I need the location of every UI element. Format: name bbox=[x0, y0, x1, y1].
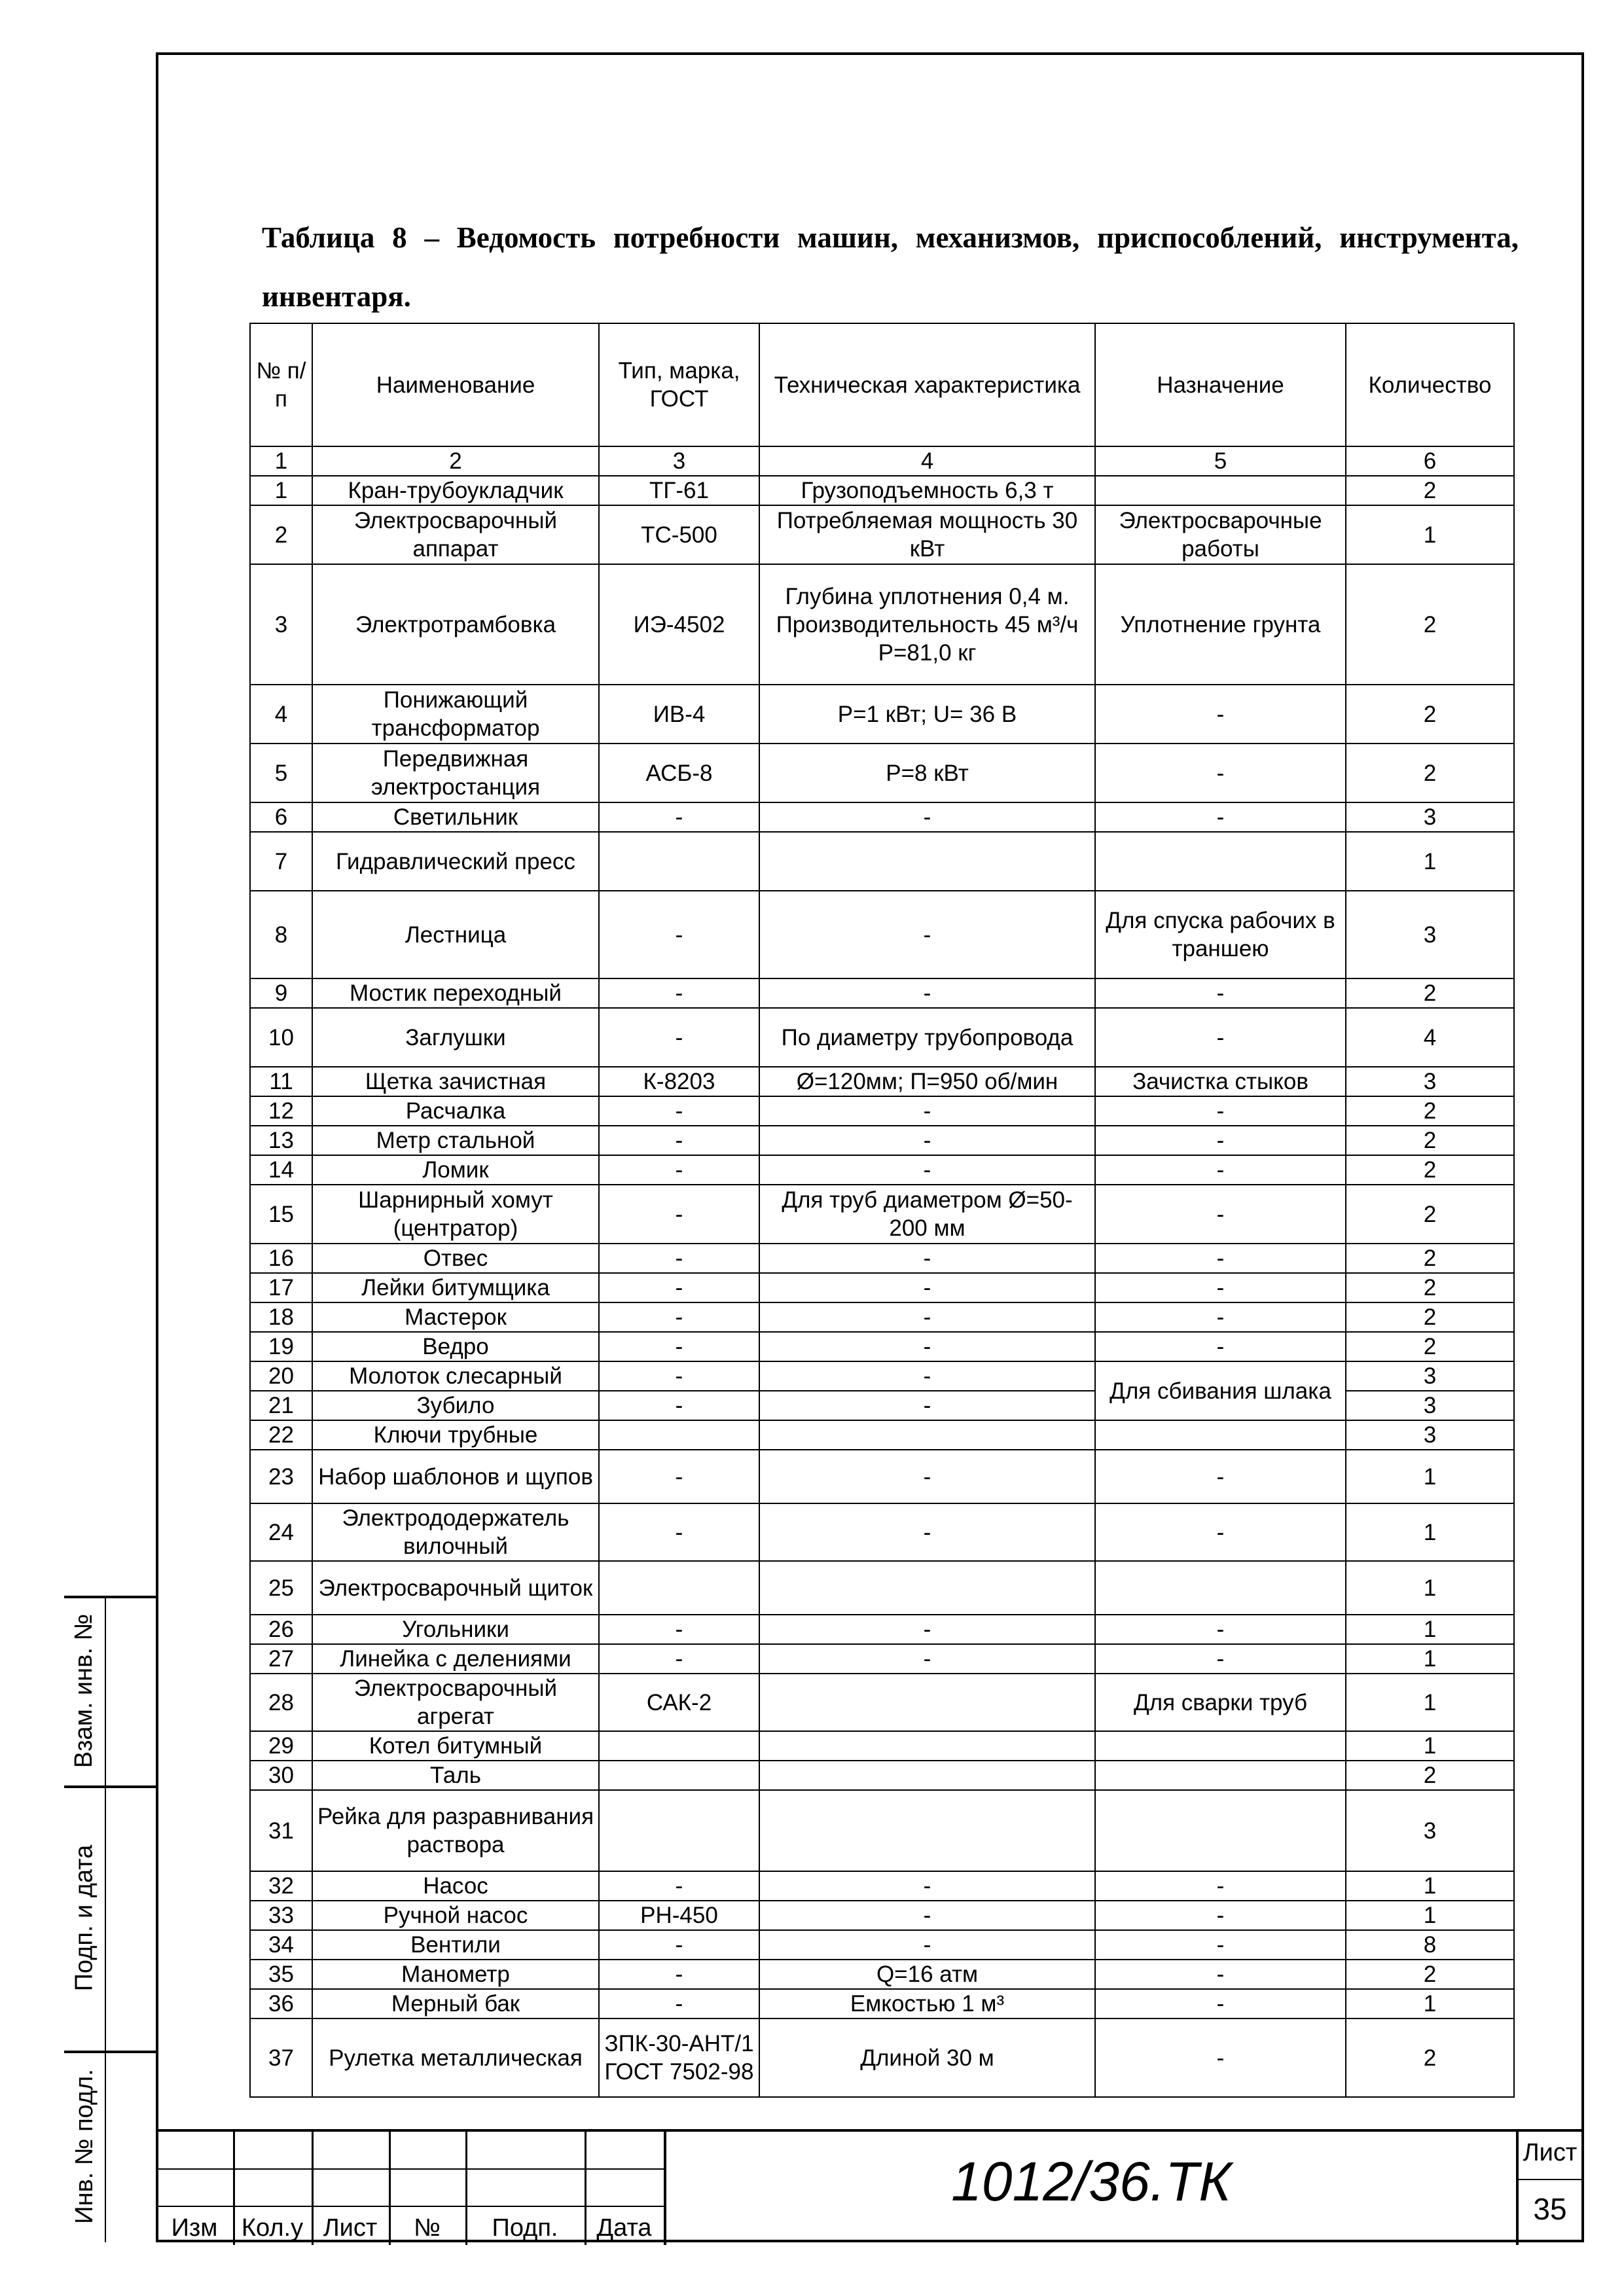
table-cell: 1 bbox=[1346, 505, 1514, 564]
table-cell: Мерный бак bbox=[312, 1989, 599, 2018]
table-cell: 3 bbox=[1346, 802, 1514, 832]
table-cell: - bbox=[759, 1361, 1095, 1391]
table-cell bbox=[759, 1561, 1095, 1615]
table-cell: 13 bbox=[250, 1126, 312, 1155]
table-row bbox=[250, 1008, 1514, 1067]
table-row bbox=[250, 1332, 1514, 1361]
table-cell: - bbox=[599, 1096, 759, 1126]
table-cell: Набор шаблонов и щупов bbox=[312, 1450, 599, 1503]
table-cell: По диаметру трубопровода bbox=[759, 1008, 1095, 1067]
table-row bbox=[250, 564, 1514, 685]
index-cell: 1 bbox=[250, 446, 312, 476]
table-cell: ИВ-4 bbox=[599, 685, 759, 744]
table-cell: - bbox=[1095, 1244, 1346, 1273]
table-cell: 2 bbox=[1346, 744, 1514, 802]
table-cell: Электрододержатель вилочный bbox=[312, 1503, 599, 1561]
table-cell bbox=[759, 1420, 1095, 1450]
table-cell: 20 bbox=[250, 1361, 312, 1391]
table-cell: Электросварочный аппарат bbox=[312, 505, 599, 564]
table-cell bbox=[759, 832, 1095, 891]
table-row bbox=[250, 1503, 1514, 1561]
table-cell: - bbox=[1095, 1450, 1346, 1503]
table-cell: Для сбивания шлака bbox=[1095, 1361, 1346, 1420]
table-cell bbox=[599, 1561, 759, 1615]
table-cell: 2 bbox=[250, 505, 312, 564]
table-cell: - bbox=[599, 1450, 759, 1503]
table-cell: 2 bbox=[1346, 1761, 1514, 1790]
table-cell: 1 bbox=[1346, 832, 1514, 891]
index-cell: 6 bbox=[1346, 446, 1514, 476]
table-cell bbox=[599, 1761, 759, 1790]
table-cell: - bbox=[599, 1361, 759, 1391]
table-row bbox=[250, 1871, 1514, 1901]
table-cell: - bbox=[1095, 1008, 1346, 1067]
table-cell: 21 bbox=[250, 1391, 312, 1420]
stamp-line bbox=[156, 2168, 664, 2170]
table-cell: P=1 кВт; U= 36 В bbox=[759, 685, 1095, 744]
table-cell: - bbox=[599, 891, 759, 978]
table-container bbox=[249, 323, 1513, 2085]
stamp-col-label: Подп. bbox=[492, 2214, 558, 2242]
table-cell bbox=[1095, 1420, 1346, 1450]
table-cell: Линейка с делениями bbox=[312, 1644, 599, 1674]
side-stamp bbox=[64, 1596, 156, 2242]
table-cell: Метр стальной bbox=[312, 1126, 599, 1155]
table-cell: 4 bbox=[250, 685, 312, 744]
table-cell: 35 bbox=[250, 1960, 312, 1989]
table-cell: Q=16 атм bbox=[759, 1960, 1095, 1989]
table-cell bbox=[1095, 1761, 1346, 1790]
table-cell: 11 bbox=[250, 1067, 312, 1096]
table-cell: 7 bbox=[250, 832, 312, 891]
table-cell: 27 bbox=[250, 1644, 312, 1674]
header-cell: Количество bbox=[1346, 323, 1514, 446]
table-cell: 5 bbox=[250, 744, 312, 802]
table-cell: Насос bbox=[312, 1871, 599, 1901]
table-cell: Электросварочные работы bbox=[1095, 505, 1346, 564]
table-cell: - bbox=[1095, 978, 1346, 1008]
table-cell: Ведро bbox=[312, 1332, 599, 1361]
table-cell: Лейки битумщика bbox=[312, 1273, 599, 1302]
table-cell: Потребляемая мощность 30 кВт bbox=[759, 505, 1095, 564]
table-cell: - bbox=[759, 1155, 1095, 1185]
stamp-col-label: Дата bbox=[596, 2214, 652, 2242]
table-cell: - bbox=[599, 1930, 759, 1960]
table-cell bbox=[759, 1731, 1095, 1761]
sheet-label: Лист bbox=[1523, 2139, 1578, 2166]
table-cell: - bbox=[599, 1391, 759, 1420]
table-cell: 2 bbox=[1346, 1332, 1514, 1361]
table-cell: Гидравлический пресс bbox=[312, 832, 599, 891]
table-row bbox=[250, 1420, 1514, 1450]
table-cell: - bbox=[759, 1503, 1095, 1561]
table-cell: Кран-трубоукладчик bbox=[312, 476, 599, 505]
table-cell: - bbox=[599, 1871, 759, 1901]
table-cell: 18 bbox=[250, 1302, 312, 1332]
table-cell: Зачистка стыков bbox=[1095, 1067, 1346, 1096]
table-cell: - bbox=[599, 1302, 759, 1332]
table-cell: Ручной насос bbox=[312, 1901, 599, 1930]
table-cell: Котел битумный bbox=[312, 1731, 599, 1761]
table-cell: - bbox=[599, 1126, 759, 1155]
table-cell: 8 bbox=[1346, 1930, 1514, 1960]
table-cell: 2 bbox=[1346, 476, 1514, 505]
table-cell: Зубило bbox=[312, 1391, 599, 1420]
table-cell: Ломик bbox=[312, 1155, 599, 1185]
table-cell: Светильник bbox=[312, 802, 599, 832]
table-cell: 12 bbox=[250, 1096, 312, 1126]
table-cell: - bbox=[599, 1503, 759, 1561]
table-cell: 2 bbox=[1346, 1096, 1514, 1126]
table-cell: Грузоподъемность 6,3 т bbox=[759, 476, 1095, 505]
table-cell: 25 bbox=[250, 1561, 312, 1615]
table-cell: Глубина уплотнения 0,4 м. Производительность 45 м³/ч P=81,0 кг bbox=[759, 564, 1095, 685]
table-cell: - bbox=[759, 1901, 1095, 1930]
table-cell: - bbox=[759, 1871, 1095, 1901]
table-cell: 1 bbox=[1346, 1901, 1514, 1930]
table-cell: Для труб диаметром Ø=50-200 мм bbox=[759, 1185, 1095, 1244]
table-cell: - bbox=[599, 1615, 759, 1644]
table-cell: - bbox=[599, 1989, 759, 2018]
table-cell: - bbox=[1095, 1155, 1346, 1185]
table-cell: - bbox=[759, 802, 1095, 832]
document-code: 1012/36.ТК bbox=[951, 2151, 1231, 2212]
table-cell: К-8203 bbox=[599, 1067, 759, 1096]
table-cell: - bbox=[1095, 802, 1346, 832]
table-cell: - bbox=[1095, 744, 1346, 802]
table-cell: - bbox=[1095, 1126, 1346, 1155]
stamp-col-label: Изм bbox=[171, 2214, 218, 2242]
table-row bbox=[250, 891, 1514, 978]
table-row bbox=[250, 685, 1514, 744]
table-cell: 1 bbox=[1346, 1871, 1514, 1901]
table-cell: - bbox=[599, 1008, 759, 1067]
table-caption: Таблица 8 – Ведомость потребности машин, механизмов, приспособлений, инструмента, инвентаря. bbox=[262, 221, 1519, 313]
table-cell: Угольники bbox=[312, 1615, 599, 1644]
table-cell: 2 bbox=[1346, 1155, 1514, 1185]
table-cell: Электросварочный агрегат bbox=[312, 1674, 599, 1731]
table-cell: 22 bbox=[250, 1420, 312, 1450]
table-cell: ТС-500 bbox=[599, 505, 759, 564]
table-cell: - bbox=[1095, 1871, 1346, 1901]
table-cell: - bbox=[759, 1450, 1095, 1503]
table-cell: 14 bbox=[250, 1155, 312, 1185]
stamp-col-label: Лист bbox=[323, 2214, 378, 2242]
side-label: Инв. № подл. bbox=[70, 2069, 98, 2224]
table-cell: 17 bbox=[250, 1273, 312, 1302]
table-cell: 1 bbox=[1346, 1615, 1514, 1644]
table-cell bbox=[1095, 476, 1346, 505]
table-cell: Ключи трубные bbox=[312, 1420, 599, 1450]
table-cell: 1 bbox=[1346, 1731, 1514, 1761]
table-cell: Для спуска рабочих в траншею bbox=[1095, 891, 1346, 978]
table-cell: 2 bbox=[1346, 1960, 1514, 1989]
table-cell: Ø=120мм; П=950 об/мин bbox=[759, 1067, 1095, 1096]
table-cell bbox=[1095, 1561, 1346, 1615]
table-cell: 34 bbox=[250, 1930, 312, 1960]
table-cell: 3 bbox=[1346, 1391, 1514, 1420]
table-row bbox=[250, 1731, 1514, 1761]
table-cell: 2 bbox=[1346, 2018, 1514, 2097]
stamp-line bbox=[1516, 2179, 1584, 2180]
table-row bbox=[250, 1450, 1514, 1503]
table-cell: 3 bbox=[1346, 1067, 1514, 1096]
table-cell: - bbox=[1095, 1901, 1346, 1930]
table-cell: 1 bbox=[1346, 1644, 1514, 1674]
table-cell: - bbox=[1095, 1960, 1346, 1989]
table-row bbox=[250, 978, 1514, 1008]
table-row bbox=[250, 476, 1514, 505]
table-cell: - bbox=[759, 1930, 1095, 1960]
header-cell: № п/ п bbox=[250, 323, 312, 446]
table-cell: 2 bbox=[1346, 978, 1514, 1008]
table-cell: 1 bbox=[1346, 1674, 1514, 1731]
stamp-col-label: № bbox=[414, 2214, 441, 2242]
table-cell: 3 bbox=[1346, 1361, 1514, 1391]
table-cell: РН-450 bbox=[599, 1901, 759, 1930]
table-row bbox=[250, 1126, 1514, 1155]
table-row bbox=[250, 1790, 1514, 1871]
table-cell bbox=[759, 1761, 1095, 1790]
table-row bbox=[250, 832, 1514, 891]
table-cell: - bbox=[759, 1302, 1095, 1332]
table-cell: - bbox=[759, 978, 1095, 1008]
table-cell: Понижающий трансформатор bbox=[312, 685, 599, 744]
table-cell: 1 bbox=[250, 476, 312, 505]
table-cell: Лестница bbox=[312, 891, 599, 978]
equipment-table bbox=[249, 323, 1515, 2098]
table-cell: Мостик переходный bbox=[312, 978, 599, 1008]
table-cell: Заглушки bbox=[312, 1008, 599, 1067]
table-cell: - bbox=[1095, 1332, 1346, 1361]
table-cell: 1 bbox=[1346, 1561, 1514, 1615]
table-cell: 15 bbox=[250, 1185, 312, 1244]
table-cell: - bbox=[759, 1096, 1095, 1126]
table-cell: - bbox=[599, 1960, 759, 1989]
table-row bbox=[250, 1644, 1514, 1674]
table-cell: 2 bbox=[1346, 685, 1514, 744]
index-cell: 2 bbox=[312, 446, 599, 476]
table-row bbox=[250, 744, 1514, 802]
table-cell: 3 bbox=[1346, 891, 1514, 978]
table-cell: Таль bbox=[312, 1761, 599, 1790]
table-cell: - bbox=[599, 802, 759, 832]
table-cell: - bbox=[1095, 1185, 1346, 1244]
table-cell: 30 bbox=[250, 1761, 312, 1790]
sheet-number: 35 bbox=[1533, 2192, 1567, 2226]
table-cell: 19 bbox=[250, 1332, 312, 1361]
table-cell: 2 bbox=[1346, 1126, 1514, 1155]
table-cell: Уплотнение грунта bbox=[1095, 564, 1346, 685]
table-row bbox=[250, 1361, 1514, 1391]
header-cell: Тип, марка, ГОСТ bbox=[599, 323, 759, 446]
table-cell: Отвес bbox=[312, 1244, 599, 1273]
table-cell: 33 bbox=[250, 1901, 312, 1930]
table-row bbox=[250, 802, 1514, 832]
table-cell: - bbox=[1095, 1096, 1346, 1126]
table-cell: 23 bbox=[250, 1450, 312, 1503]
table-cell: Рулетка металлическая bbox=[312, 2018, 599, 2097]
table-cell: Вентили bbox=[312, 1930, 599, 1960]
table-cell: Электросварочный щиток bbox=[312, 1561, 599, 1615]
table-cell: Рейка для разравнивания раствора bbox=[312, 1790, 599, 1871]
table-cell: Емкостью 1 м³ bbox=[759, 1989, 1095, 2018]
table-cell: Щетка зачистная bbox=[312, 1067, 599, 1096]
table-cell: 2 bbox=[1346, 1302, 1514, 1332]
table-cell: - bbox=[599, 1332, 759, 1361]
table-cell: 6 bbox=[250, 802, 312, 832]
table-cell bbox=[759, 1674, 1095, 1731]
index-cell: 5 bbox=[1095, 446, 1346, 476]
table-cell: Для сварки труб bbox=[1095, 1674, 1346, 1731]
table-cell: 8 bbox=[250, 891, 312, 978]
table-cell: 2 bbox=[1346, 1185, 1514, 1244]
table-cell: 3 bbox=[1346, 1420, 1514, 1450]
table-cell: - bbox=[759, 1332, 1095, 1361]
table-cell bbox=[1095, 1731, 1346, 1761]
table-cell: 16 bbox=[250, 1244, 312, 1273]
table-row bbox=[250, 1674, 1514, 1731]
table-row bbox=[250, 1615, 1514, 1644]
table-row bbox=[250, 1244, 1514, 1273]
table-cell: ТГ-61 bbox=[599, 476, 759, 505]
header-cell: Наименование bbox=[312, 323, 599, 446]
table-cell: 1 bbox=[1346, 1450, 1514, 1503]
table-cell: - bbox=[759, 1391, 1095, 1420]
header-row bbox=[250, 323, 1514, 446]
stamp-line bbox=[156, 2206, 664, 2207]
table-cell: 32 bbox=[250, 1871, 312, 1901]
table-cell: - bbox=[1095, 1273, 1346, 1302]
table-cell: - bbox=[599, 1185, 759, 1244]
table-cell: ИЭ-4502 bbox=[599, 564, 759, 685]
table-cell: 36 bbox=[250, 1989, 312, 2018]
table-cell: Электротрамбовка bbox=[312, 564, 599, 685]
table-cell: - bbox=[759, 1273, 1095, 1302]
table-cell: - bbox=[1095, 2018, 1346, 2097]
table-cell: Расчалка bbox=[312, 1096, 599, 1126]
side-label: Подп. и дата bbox=[70, 1844, 98, 1992]
table-cell: - bbox=[599, 1244, 759, 1273]
table-cell: - bbox=[1095, 1644, 1346, 1674]
header-cell: Назначение bbox=[1095, 323, 1346, 446]
index-cell: 3 bbox=[599, 446, 759, 476]
table-cell: Мастерок bbox=[312, 1302, 599, 1332]
table-cell: 2 bbox=[1346, 564, 1514, 685]
table-row bbox=[250, 505, 1514, 564]
table-cell: - bbox=[599, 1644, 759, 1674]
table-cell: 3 bbox=[1346, 1790, 1514, 1871]
table-cell: - bbox=[759, 1126, 1095, 1155]
table-row bbox=[250, 1302, 1514, 1332]
table-cell: - bbox=[1095, 1302, 1346, 1332]
index-cell: 4 bbox=[759, 446, 1095, 476]
table-cell bbox=[1095, 832, 1346, 891]
table-cell: - bbox=[1095, 1615, 1346, 1644]
table-cell bbox=[759, 1790, 1095, 1871]
stamp-col-label: Кол.у bbox=[241, 2214, 304, 2242]
table-row bbox=[250, 1155, 1514, 1185]
table-cell bbox=[599, 832, 759, 891]
table-cell: Передвижная электростанция bbox=[312, 744, 599, 802]
table-cell: ЗПК-30-АНТ/1 ГОСТ 7502-98 bbox=[599, 2018, 759, 2097]
table-cell: 2 bbox=[1346, 1244, 1514, 1273]
table-cell: 28 bbox=[250, 1674, 312, 1731]
table-cell: 29 bbox=[250, 1731, 312, 1761]
table-row bbox=[250, 1989, 1514, 2018]
table-cell: АСБ-8 bbox=[599, 744, 759, 802]
table-cell bbox=[599, 1731, 759, 1761]
table-row bbox=[250, 1761, 1514, 1790]
table-cell: Молоток слесарный bbox=[312, 1361, 599, 1391]
table-row bbox=[250, 1561, 1514, 1615]
table-cell: 1 bbox=[1346, 1503, 1514, 1561]
table-cell: - bbox=[599, 1273, 759, 1302]
table-row bbox=[250, 1273, 1514, 1302]
table-cell: 3 bbox=[250, 564, 312, 685]
table-cell: - bbox=[759, 1244, 1095, 1273]
table-cell: САК-2 bbox=[599, 1674, 759, 1731]
table-cell bbox=[599, 1790, 759, 1871]
side-label: Взам. инв. № bbox=[70, 1613, 98, 1768]
table-row bbox=[250, 1185, 1514, 1244]
table-cell: 10 bbox=[250, 1008, 312, 1067]
table-cell: - bbox=[1095, 685, 1346, 744]
table-row bbox=[250, 1901, 1514, 1930]
table-cell: - bbox=[1095, 1989, 1346, 2018]
table-cell bbox=[1095, 1790, 1346, 1871]
table-cell: 24 bbox=[250, 1503, 312, 1561]
table-cell: Длиной 30 м bbox=[759, 2018, 1095, 2097]
column-index-row bbox=[250, 446, 1514, 476]
table-cell: 37 bbox=[250, 2018, 312, 2097]
table-row bbox=[250, 1067, 1514, 1096]
table-cell: - bbox=[1095, 1930, 1346, 1960]
table-cell: - bbox=[759, 1644, 1095, 1674]
table-row bbox=[250, 1096, 1514, 1126]
table-row bbox=[250, 1960, 1514, 1989]
table-cell: 31 bbox=[250, 1790, 312, 1871]
table-cell: 26 bbox=[250, 1615, 312, 1644]
table-cell: - bbox=[1095, 1503, 1346, 1561]
table-row bbox=[250, 2018, 1514, 2097]
table-cell: - bbox=[759, 1615, 1095, 1644]
table-cell: - bbox=[759, 891, 1095, 978]
table-cell: - bbox=[599, 1155, 759, 1185]
table-cell bbox=[599, 1420, 759, 1450]
table-cell: 9 bbox=[250, 978, 312, 1008]
table-cell: 1 bbox=[1346, 1989, 1514, 2018]
table-cell: Шарнирный хомут (центратор) bbox=[312, 1185, 599, 1244]
table-cell: 2 bbox=[1346, 1273, 1514, 1302]
header-cell: Техническая характеристика bbox=[759, 323, 1095, 446]
table-row bbox=[250, 1930, 1514, 1960]
table-cell: P=8 кВт bbox=[759, 744, 1095, 802]
table-cell: Манометр bbox=[312, 1960, 599, 1989]
table-cell: 4 bbox=[1346, 1008, 1514, 1067]
table-cell: - bbox=[599, 978, 759, 1008]
